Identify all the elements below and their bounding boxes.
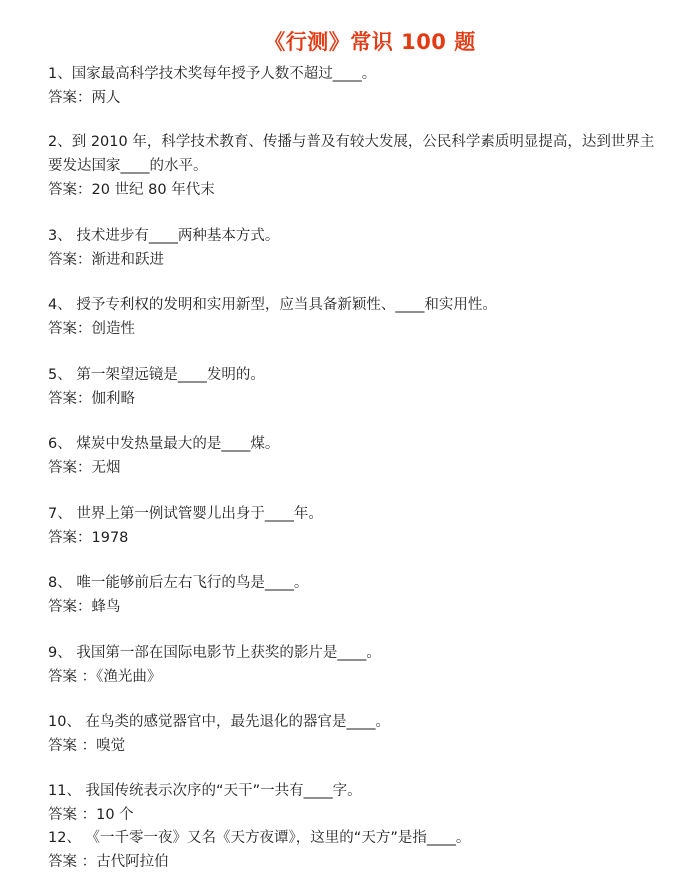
question-10: 10、 在鸟类的感觉器官中，最先退化的器官是____。 xyxy=(48,714,391,730)
question-7: 7、 世界上第一例试管婴儿出身于____年。 xyxy=(48,506,323,522)
question-2: 2、到 2010 年，科学技术教育、传播与普及有较大发展，公民科学素质明显提高，达到世界主要发达国家____的水平。 xyxy=(48,134,655,174)
answer-3: 答案：渐进和跃进 xyxy=(48,252,164,268)
question-11: 11、 我国传统表示次序的“天干”一共有____字。 xyxy=(48,783,362,799)
answer-4: 答案：创造性 xyxy=(48,321,135,337)
answer-1: 答案：两人 xyxy=(48,90,121,106)
answer-8: 答案：蜂鸟 xyxy=(48,599,121,615)
answer-11: 答案 ：10 个 xyxy=(48,807,134,823)
answer-7: 答案：1978 xyxy=(48,530,129,546)
question-8: 8、 唯一能够前后左右飞行的鸟是____。 xyxy=(48,575,309,591)
question-5: 5、 第一架望远镜是____发明的。 xyxy=(48,367,265,383)
question-6: 6、 煤炭中发热量最大的是____煤。 xyxy=(48,436,280,452)
question-3: 3、 技术进步有____两种基本方式。 xyxy=(48,228,280,244)
answer-9: 答案 ：《渔光曲》 xyxy=(48,669,162,685)
question-9: 9、 我国第一部在国际电影节上获奖的影片是____。 xyxy=(48,645,381,661)
page-title: 《行测》常识 100 题 xyxy=(264,30,476,54)
question-4: 4、 授予专利权的发明和实用新型，应当具备新颖性、____和实用性。 xyxy=(48,297,497,313)
answer-12: 答案 ：古代阿拉伯 xyxy=(48,854,169,870)
answer-5: 答案：伽利略 xyxy=(48,391,135,407)
answer-2: 答案：20 世纪 80 年代末 xyxy=(48,182,215,198)
question-12: 12、 《一千零一夜》又名《天方夜谭》，这里的“天方”是指____。 xyxy=(48,830,471,846)
answer-10: 答案 ：嗅觉 xyxy=(48,738,126,754)
answer-6: 答案：无烟 xyxy=(48,460,121,476)
question-1: 1、国家最高科学技术奖每年授予人数不超过____。 xyxy=(48,66,377,82)
